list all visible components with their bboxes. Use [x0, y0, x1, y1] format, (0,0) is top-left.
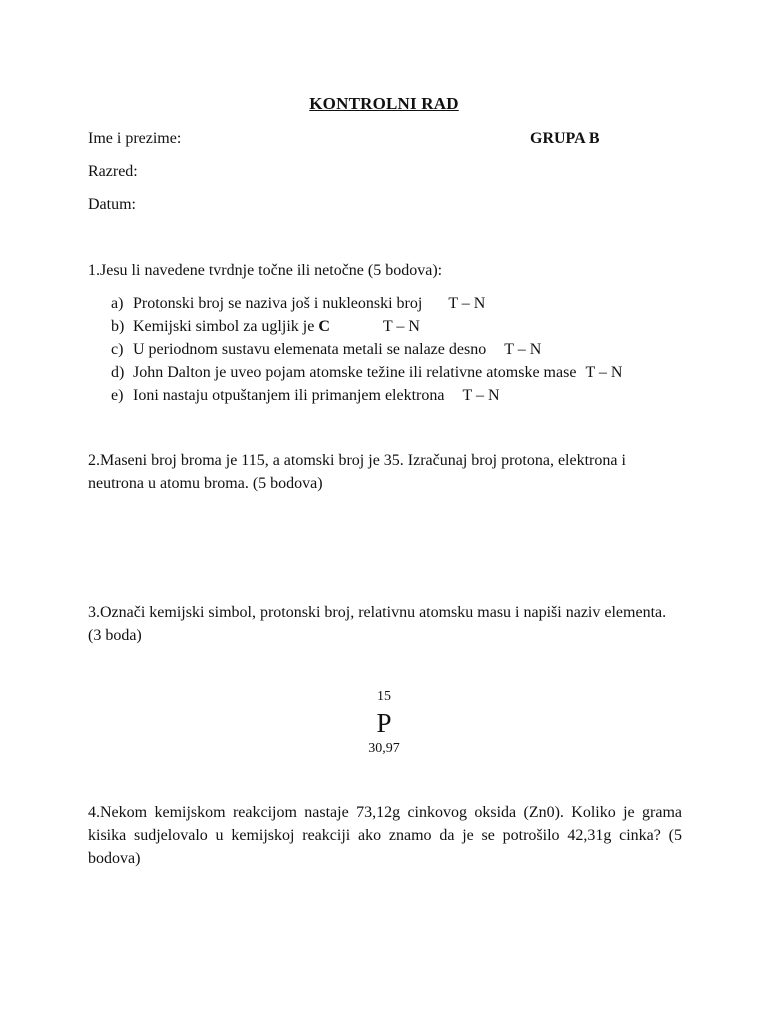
- question-2-text: 2.Maseni broj broma je 115, a atomski broj je 35. Izračunaj broj protona, elektrona i neutrona u atomu broma. (5 bodova): [88, 452, 626, 492]
- element-box: [334, 688, 434, 758]
- statement-text: U periodnom sustavu elemenata metali se nalaze desno: [133, 341, 487, 358]
- statement-text: Kemijski simbol za ugljik je: [133, 318, 319, 335]
- name-label: Ime i prezime:: [88, 130, 182, 147]
- date-label: Datum:: [88, 196, 136, 213]
- statement-text: John Dalton je uveo pojam atomske težine ili relativne atomske mase: [133, 364, 577, 381]
- statement-a: [111, 292, 622, 315]
- true-false-answer: T – N: [462, 387, 500, 404]
- statement-letter: a): [111, 295, 124, 312]
- statement-letter: d): [111, 364, 125, 381]
- class-label: Razred:: [88, 163, 138, 180]
- statement-letter: c): [111, 341, 124, 358]
- statement-b: [111, 315, 622, 338]
- question-4-text: 4.Nekom kemijskom reakcijom nastaje 73,12g cinkovog oksida (Zn0). Koliko je grama kisika sudjelovalo u kemijskoj reakciji ako znamo da je se potrošilo 42,31g cinka? (5 bodova): [88, 804, 682, 867]
- true-false-answer: T – N: [448, 295, 486, 312]
- question-1-statements: [111, 292, 622, 407]
- element-symbol: P: [376, 708, 392, 738]
- statement-letter: b): [111, 318, 125, 335]
- true-false-answer: T – N: [504, 341, 542, 358]
- page-title: KONTROLNI RAD: [309, 94, 459, 113]
- carbon-symbol: C: [318, 318, 330, 335]
- true-false-answer: T – N: [585, 364, 623, 381]
- statement-c: [111, 338, 622, 361]
- group-label: GRUPA B: [530, 130, 600, 147]
- statement-text: Ioni nastaju otpuštanjem ili primanjem elektrona: [133, 387, 445, 404]
- element-atomic-number: 15: [377, 689, 391, 704]
- element-atomic-mass: 30,97: [368, 741, 400, 756]
- statement-text: Protonski broj se naziva još i nukleonski broj: [133, 295, 423, 312]
- question-3-text: 3.Označi kemijski simbol, protonski broj, relativnu atomsku masu i napiši naziv elementa. (3 boda): [88, 604, 667, 644]
- question-1-text: 1.Jesu li navedene tvrdnje točne ili netočne (5 bodova):: [88, 262, 443, 279]
- statement-d: [111, 361, 622, 384]
- statement-e: [111, 384, 622, 407]
- true-false-answer: T – N: [382, 318, 420, 335]
- statement-letter: e): [111, 387, 124, 404]
